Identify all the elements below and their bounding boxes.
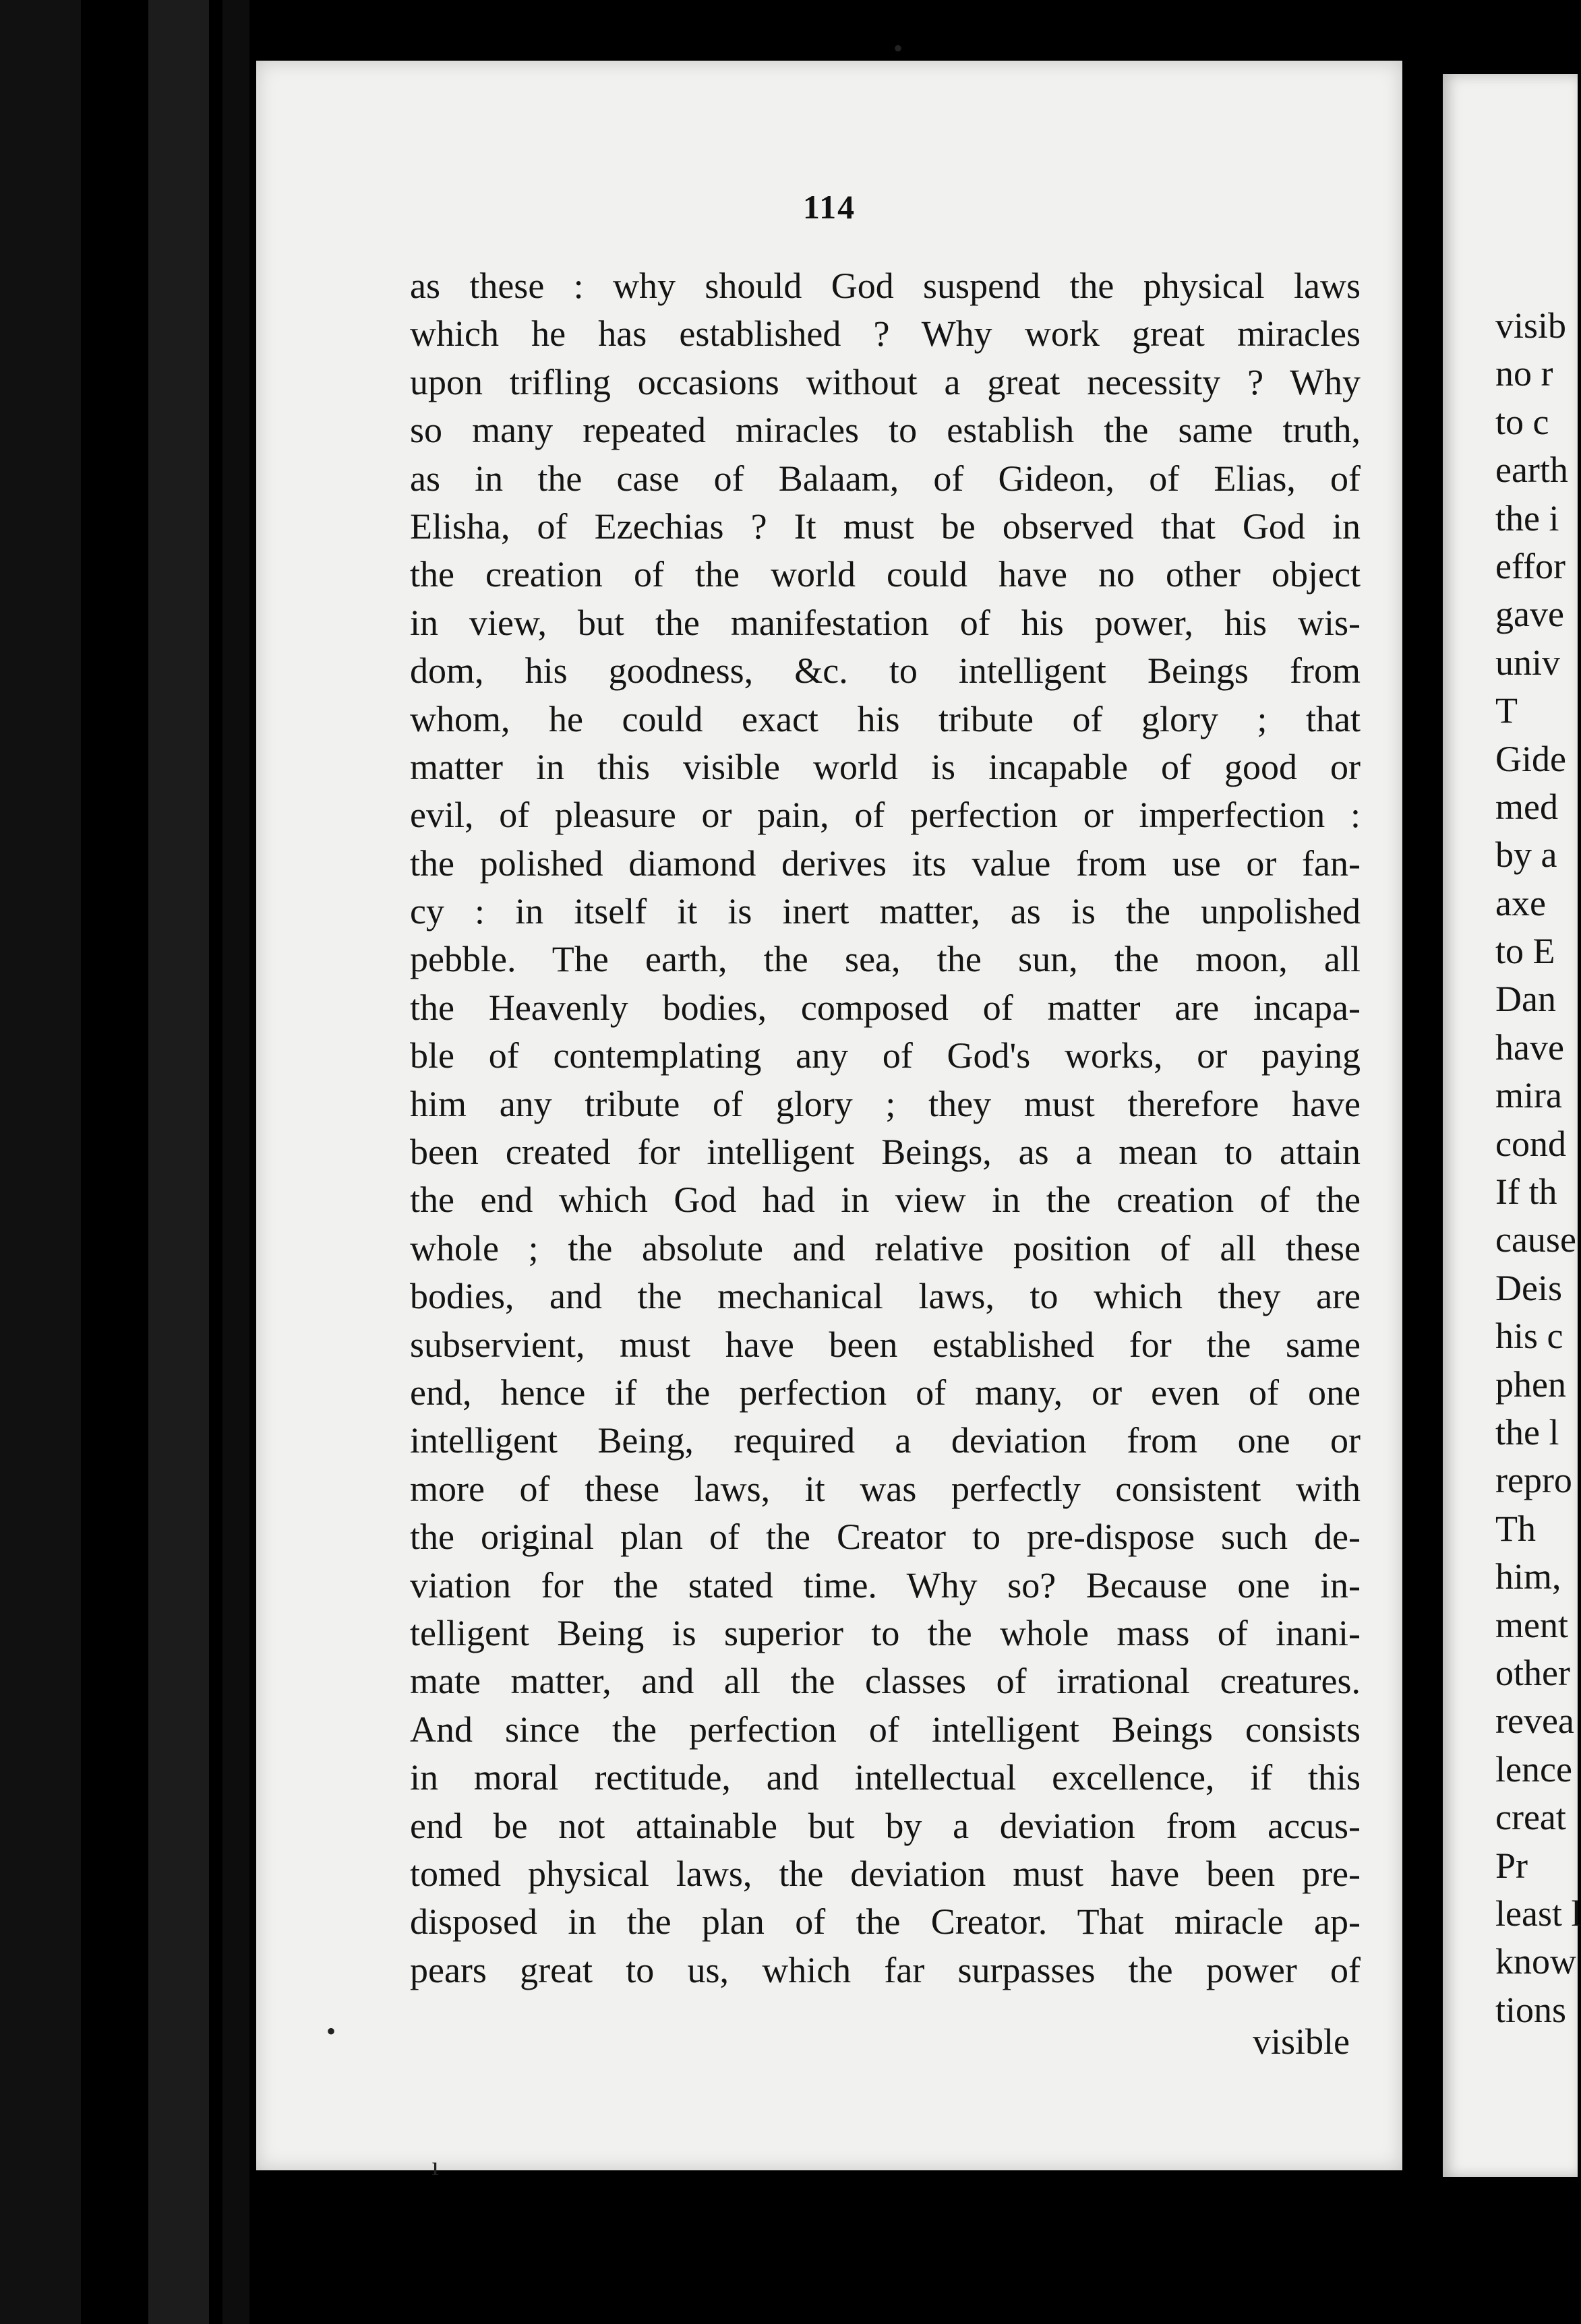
text-line: the end which God had in view in the creation of the [410,1180,1361,1221]
page-body-text [410,262,1361,1994]
facing-text-fragment: revea [1495,1701,1574,1742]
ink-speck: ı [431,2151,440,2181]
text-line: ble of contemplating any of God's works, or paying [410,1035,1361,1076]
ink-speck: • [326,2016,336,2046]
text-line: pears great to us, which far surpasses the power of [410,1949,1361,1990]
facing-text-fragment: tions [1495,1989,1567,2030]
facing-text-fragment: the i [1495,497,1559,539]
text-line: as these : why should God suspend the physical laws [410,266,1361,306]
book-page-left [256,33,1402,2181]
text-line: matter in this visible world is incapable of good or [410,746,1361,787]
text-line: cy : in itself it is inert matter, as is the unpolished [410,891,1361,932]
text-line: intelligent Being, required a deviation from one or [410,1420,1361,1461]
text-line: viation for the stated time. Why so? Because one in- [410,1564,1361,1606]
facing-text-fragment: effor [1495,545,1565,586]
text-line: bodies, and the mechanical laws, to which they are [410,1276,1361,1317]
book-page-right-facing [1443,74,1581,2177]
facing-text-fragment: cond [1495,1123,1566,1164]
text-line: the Heavenly bodies, composed of matter are incapa- [410,987,1361,1028]
text-line: pebble. The earth, the sea, the sun, the moon, all [410,939,1361,980]
facing-text-fragment: If th [1495,1171,1557,1213]
text-line: dom, his goodness, &c. to intelligent Beings from [410,650,1361,692]
text-line: end, hence if the perfection of many, or even of one [410,1372,1361,1413]
facing-text-fragment: Deis [1495,1267,1562,1308]
facing-text-fragment: least l [1495,1893,1581,1934]
facing-text-fragment: lence [1495,1748,1572,1790]
facing-text-fragment: him, [1495,1556,1561,1597]
text-line: which he has established ? Why work great miracles [410,313,1361,355]
page-number: 114 [802,188,856,226]
facing-text-fragment: to E [1495,931,1555,972]
binding-shadow-left [0,0,81,2324]
text-line: the creation of the world could have no other object [410,554,1361,595]
text-line: in view, but the manifestation of his power, his wis- [410,602,1361,643]
facing-text-fragment: gave [1495,594,1564,635]
text-line: whole ; the absolute and relative position of all these [410,1227,1361,1268]
text-line: Elisha, of Ezechias ? It must be observed that God in [410,506,1361,547]
text-line: And since the perfection of intelligent Beings consists [410,1709,1361,1750]
facing-text-fragment: know [1495,1941,1576,1982]
text-line: in moral rectitude, and intellectual excellence, if this [410,1757,1361,1798]
facing-text-fragment: other [1495,1652,1570,1693]
text-line: tomed physical laws, the deviation must have been pre- [410,1853,1361,1894]
text-line: disposed in the plan of the Creator. That miracle ap- [410,1901,1361,1943]
text-line: mate matter, and all the classes of irrational creatures. [410,1661,1361,1702]
facing-text-fragment: Th [1495,1508,1536,1549]
binding-shadow-inner [222,0,249,2324]
text-line: the polished diamond derives its value from use or fan- [410,843,1361,884]
text-line: subservient, must have been established for the same [410,1324,1361,1365]
text-line: evil, of pleasure or pain, of perfection or imperfection : [410,795,1361,836]
facing-text-fragment: Pr [1495,1845,1528,1886]
facing-text-fragment: the l [1495,1411,1559,1452]
text-line: whom, he could exact his tribute of glory ; that [410,698,1361,739]
facing-text-fragment: earth [1495,450,1568,491]
facing-text-fragment: axe [1495,882,1546,923]
facing-text-fragment: creat [1495,1797,1566,1838]
facing-text-fragment: visib [1495,305,1567,346]
text-line: so many repeated miracles to establish the same truth, [410,410,1361,451]
facing-text-fragment: T [1495,690,1518,731]
text-line: end be not attainable but by a deviation from accus- [410,1805,1361,1846]
facing-text-fragment: cause [1495,1219,1576,1260]
facing-text-fragment: by a [1495,834,1557,876]
facing-text-fragment: phen [1495,1364,1566,1405]
facing-text-fragment: ment [1495,1604,1568,1645]
facing-text-fragment: have [1495,1027,1564,1068]
text-line: him any tribute of glory ; they must therefore have [410,1083,1361,1124]
facing-page-text [1495,302,1581,2034]
facing-text-fragment: repro [1495,1460,1572,1501]
facing-text-fragment: univ [1495,642,1561,683]
catchword: visible [1253,2021,1350,2062]
facing-text-fragment: no r [1495,353,1553,394]
facing-text-fragment: his c [1495,1316,1563,1357]
binding-shadow-mid [148,0,209,2324]
text-line: more of these laws, it was perfectly consistent with [410,1468,1361,1509]
ink-speck: • [893,33,903,63]
facing-text-fragment: Dan [1495,979,1556,1020]
facing-text-fragment: to c [1495,401,1549,442]
facing-text-fragment: med [1495,786,1558,827]
text-line: as in the case of Balaam, of Gideon, of Elias, of [410,458,1361,499]
facing-text-fragment: mira [1495,1075,1562,1116]
text-line: the original plan of the Creator to pre-dispose such de- [410,1517,1361,1558]
facing-text-fragment: Gide [1495,738,1566,779]
text-line: upon trifling occasions without a great necessity ? Why [410,361,1361,402]
text-line: been created for intelligent Beings, as a mean to attain [410,1132,1361,1173]
text-line: telligent Being is superior to the whole mass of inani- [410,1612,1361,1653]
